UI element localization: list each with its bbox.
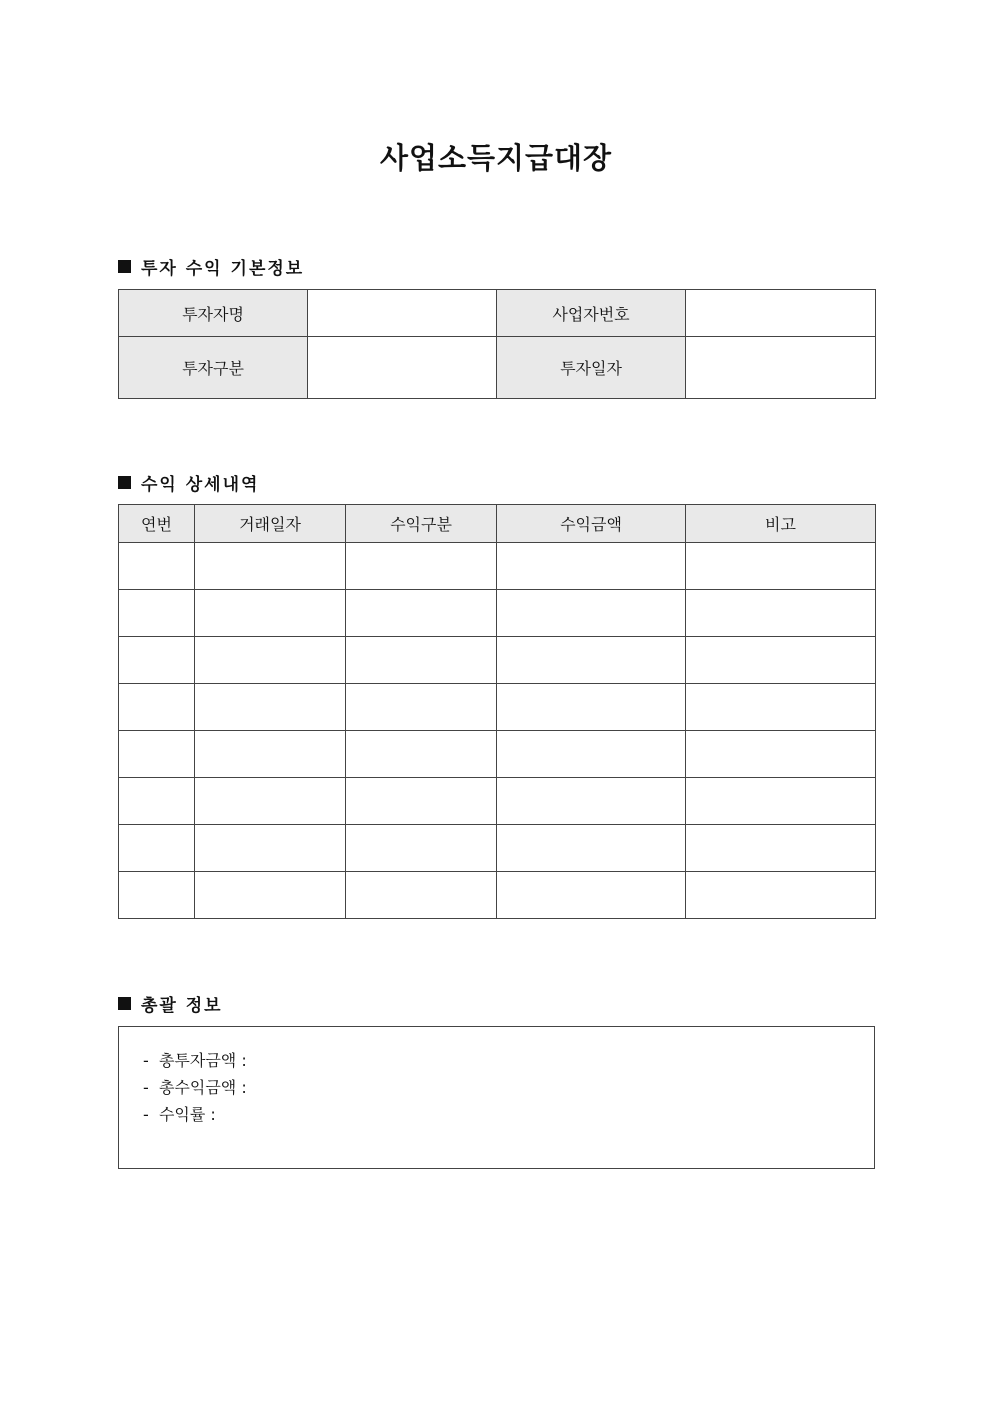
table-cell[interactable] [119,590,195,637]
summary-box [118,1026,875,1169]
detail-table [118,504,876,919]
column-header-amount: 수익금액 [497,505,686,543]
table-cell[interactable] [119,684,195,731]
basic-info-heading [118,254,304,279]
table-cell[interactable] [346,731,497,778]
table-cell[interactable] [686,684,876,731]
investor-name-label: 투자자명 [119,290,308,337]
table-cell[interactable] [195,684,346,731]
table-cell[interactable] [195,590,346,637]
return-rate-item: - 수익률 : [143,1101,874,1128]
column-header-seq: 연번 [119,505,195,543]
table-cell[interactable] [195,778,346,825]
table-cell[interactable] [686,825,876,872]
basic-info-row [119,337,876,399]
detail-heading [118,470,259,495]
table-cell[interactable] [195,731,346,778]
table-cell[interactable] [195,872,346,919]
table-cell[interactable] [686,778,876,825]
table-row [119,590,876,637]
basic-info-heading-text: 투자 수익 기본정보 [141,259,305,279]
table-cell[interactable] [686,637,876,684]
square-bullet-icon [118,260,131,273]
investment-date-label: 투자일자 [497,337,686,399]
square-bullet-icon [118,997,131,1010]
table-cell[interactable] [195,637,346,684]
table-cell[interactable] [346,637,497,684]
table-cell[interactable] [346,590,497,637]
table-row [119,684,876,731]
table-cell[interactable] [119,637,195,684]
table-row [119,778,876,825]
square-bullet-icon [118,476,131,489]
table-cell[interactable] [346,872,497,919]
table-cell[interactable] [497,731,686,778]
summary-heading-text: 총괄 정보 [141,996,223,1016]
table-cell[interactable] [119,825,195,872]
column-header-note: 비고 [686,505,876,543]
table-cell[interactable] [686,731,876,778]
summary-list [119,1027,874,1128]
table-cell[interactable] [686,872,876,919]
table-cell[interactable] [686,590,876,637]
table-cell[interactable] [195,543,346,590]
table-cell[interactable] [497,590,686,637]
table-cell[interactable] [497,778,686,825]
table-cell[interactable] [346,543,497,590]
table-row [119,825,876,872]
table-cell[interactable] [686,543,876,590]
table-cell[interactable] [346,684,497,731]
table-cell[interactable] [497,637,686,684]
basic-info-row [119,290,876,337]
business-number-field[interactable] [686,290,876,337]
table-cell[interactable] [195,825,346,872]
table-row [119,543,876,590]
table-cell[interactable] [497,684,686,731]
document-title: 사업소득지급대장 [379,141,613,175]
column-header-type: 수익구분 [346,505,497,543]
detail-heading-text: 수익 상세내역 [141,475,260,495]
table-cell[interactable] [119,731,195,778]
table-cell[interactable] [119,543,195,590]
total-return-item: - 총수익금액 : [143,1074,874,1101]
business-number-label: 사업자번호 [497,290,686,337]
table-row [119,731,876,778]
table-cell[interactable] [119,778,195,825]
table-cell[interactable] [497,872,686,919]
detail-header-row [119,505,876,543]
table-cell[interactable] [346,825,497,872]
table-cell[interactable] [497,825,686,872]
summary-heading [118,991,223,1016]
investment-date-field[interactable] [686,337,876,399]
table-cell[interactable] [497,543,686,590]
investment-type-label: 투자구분 [119,337,308,399]
investment-type-field[interactable] [308,337,497,399]
table-row [119,872,876,919]
basic-info-table [118,289,876,399]
column-header-date: 거래일자 [195,505,346,543]
table-row [119,637,876,684]
total-investment-item: - 총투자금액 : [143,1047,874,1074]
investor-name-field[interactable] [308,290,497,337]
table-cell[interactable] [119,872,195,919]
table-cell[interactable] [346,778,497,825]
